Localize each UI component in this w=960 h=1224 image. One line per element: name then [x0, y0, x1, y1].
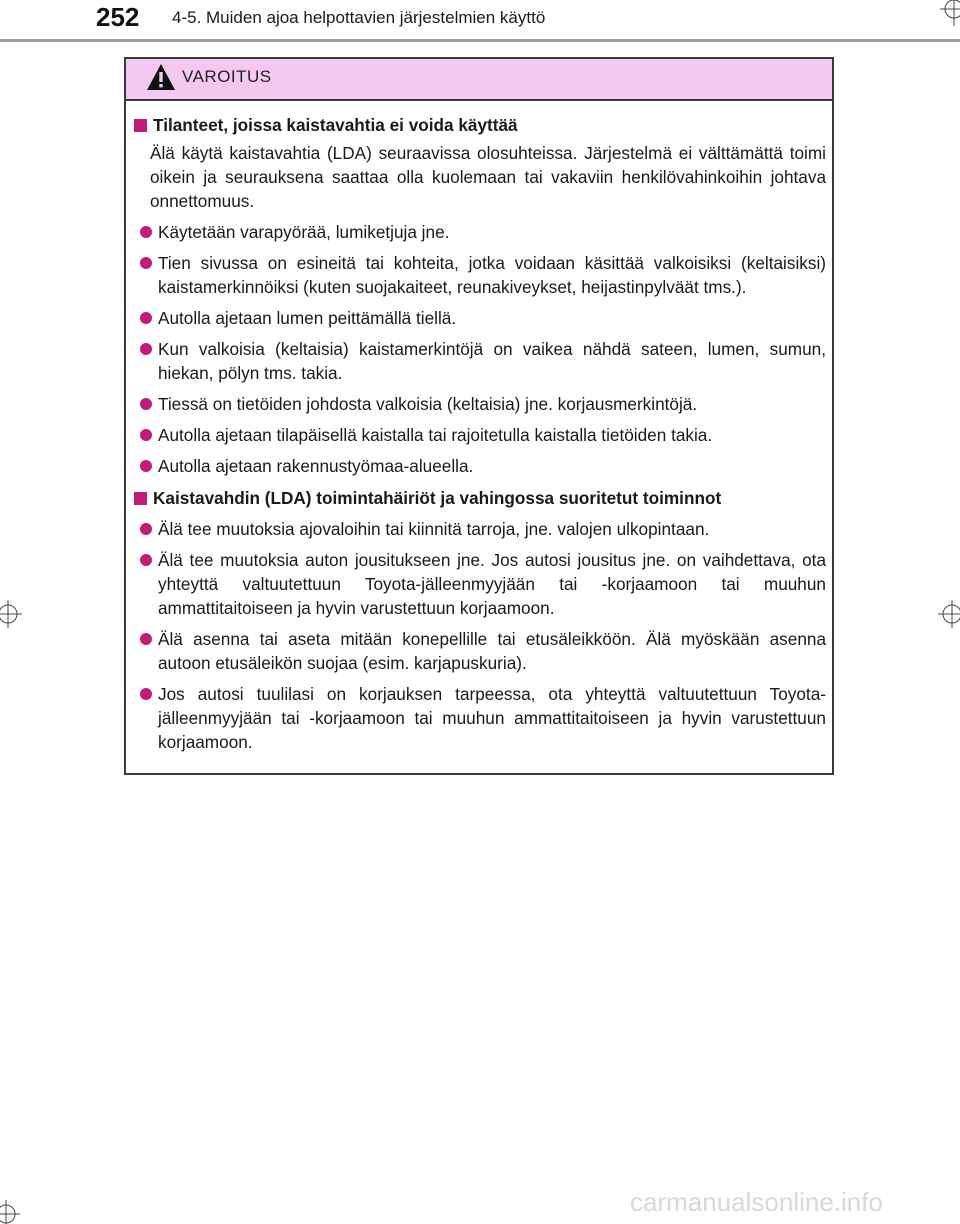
list-item-text: Käytetään varapyörää, lumiketjuja jne. — [158, 222, 450, 242]
bullet-dot-icon — [140, 523, 152, 535]
list-item-text: Autolla ajetaan rakennustyömaa-alueella. — [158, 456, 474, 476]
square-bullet-icon — [134, 119, 147, 132]
list-item — [140, 337, 826, 385]
list-item-text: Tiessä on tietöiden johdosta valkoisia (keltaisia) jne. korjausmerkintöjä. — [158, 394, 698, 414]
section-heading-text: Tilanteet, joissa kaistavahtia ei voida käyttää — [153, 115, 518, 135]
list-item — [140, 517, 826, 541]
warning-box — [124, 57, 834, 775]
crop-mark-top-right — [930, 0, 960, 30]
list-item — [140, 548, 826, 620]
warning-header — [126, 59, 832, 101]
bullet-dot-icon — [140, 554, 152, 566]
crop-mark-right — [936, 594, 960, 634]
list-item — [140, 627, 826, 675]
list-item-text: Älä asenna tai aseta mitään konepellille tai etusäleikköön. Älä myöskään asenna autoon etusäleikön suojaa (esim. karjapuskuria). — [158, 629, 826, 673]
list-item-text: Tien sivussa on esineitä tai kohteita, jotka voidaan käsittää valkoisiksi (keltaisiksi) kaistamerkinnöiksi (kuten suojakaiteet, reunakiveykset, heijastinpylväät tms.). — [158, 253, 826, 297]
watermark: carmanualsonline.info — [630, 1187, 883, 1217]
crop-mark-left — [0, 594, 24, 634]
bullet-dot-icon — [140, 226, 152, 238]
section-heading-text: Kaistavahdin (LDA) toimintahäiriöt ja vahingossa suoritetut toiminnot — [153, 488, 722, 508]
bullet-dot-icon — [140, 633, 152, 645]
section-title: 4-5. Muiden ajoa helpottavien järjestelmien käyttö — [172, 8, 546, 27]
list-item-text: Älä tee muutoksia auton jousitukseen jne. Jos autosi jousitus jne. on vaihdettava, ota yhteyttä valtuutettuun Toyota-jälleenmyyjään tai -korjaamoon tai muuhun ammattitaitoiseen ja hyvin varustettuun korjaamoon. — [158, 550, 826, 618]
bullet-dot-icon — [140, 257, 152, 269]
warning-label: VAROITUS — [182, 67, 272, 86]
bullet-dot-icon — [140, 343, 152, 355]
warning-triangle-icon — [146, 63, 176, 91]
list-item-text: Autolla ajetaan lumen peittämällä tiellä. — [158, 308, 457, 328]
square-bullet-icon — [134, 492, 147, 505]
list-item — [140, 454, 826, 478]
list-item — [140, 392, 826, 416]
section-intro: Älä käytä kaistavahtia (LDA) seuraavissa olosuhteissa. Järjestelmä ei välttämättä toimi oikein ja seurauksena saattaa olla kuolemaan tai vakaviin henkilövahinkoihin johtava onnettomuus. — [150, 143, 826, 211]
bullet-dot-icon — [140, 398, 152, 410]
bullet-dot-icon — [140, 460, 152, 472]
list-item — [140, 423, 826, 447]
list-item-text: Kun valkoisia (keltaisia) kaistamerkintöjä on vaikea nähdä sateen, lumen, sumun, hiekan, pölyn tms. takia. — [158, 339, 826, 383]
section-heading — [134, 486, 826, 510]
list-item-text: Autolla ajetaan tilapäisellä kaistalla tai rajoitetulla kaistalla tietöiden takia. — [158, 425, 713, 445]
list-item — [140, 682, 826, 754]
list-item-text: Älä tee muutoksia ajovaloihin tai kiinnitä tarroja, jne. valojen ulkopintaan. — [158, 519, 710, 539]
warning-body — [126, 101, 832, 754]
bullet-dot-icon — [140, 429, 152, 441]
page-number: 252 — [96, 2, 140, 32]
section-heading — [134, 113, 826, 137]
crop-mark-bottom-left — [0, 1196, 30, 1224]
bullet-dot-icon — [140, 312, 152, 324]
list-item — [140, 251, 826, 299]
list-item — [140, 220, 826, 244]
bullet-dot-icon — [140, 688, 152, 700]
header-rule — [0, 39, 960, 42]
list-item — [140, 306, 826, 330]
list-item-text: Jos autosi tuulilasi on korjauksen tarpeessa, ota yhteyttä valtuutettuun Toyota-jälleenmyyjään tai -korjaamoon tai muuhun ammattitaitoiseen ja hyvin varustettuun korjaamoon. — [158, 684, 826, 752]
